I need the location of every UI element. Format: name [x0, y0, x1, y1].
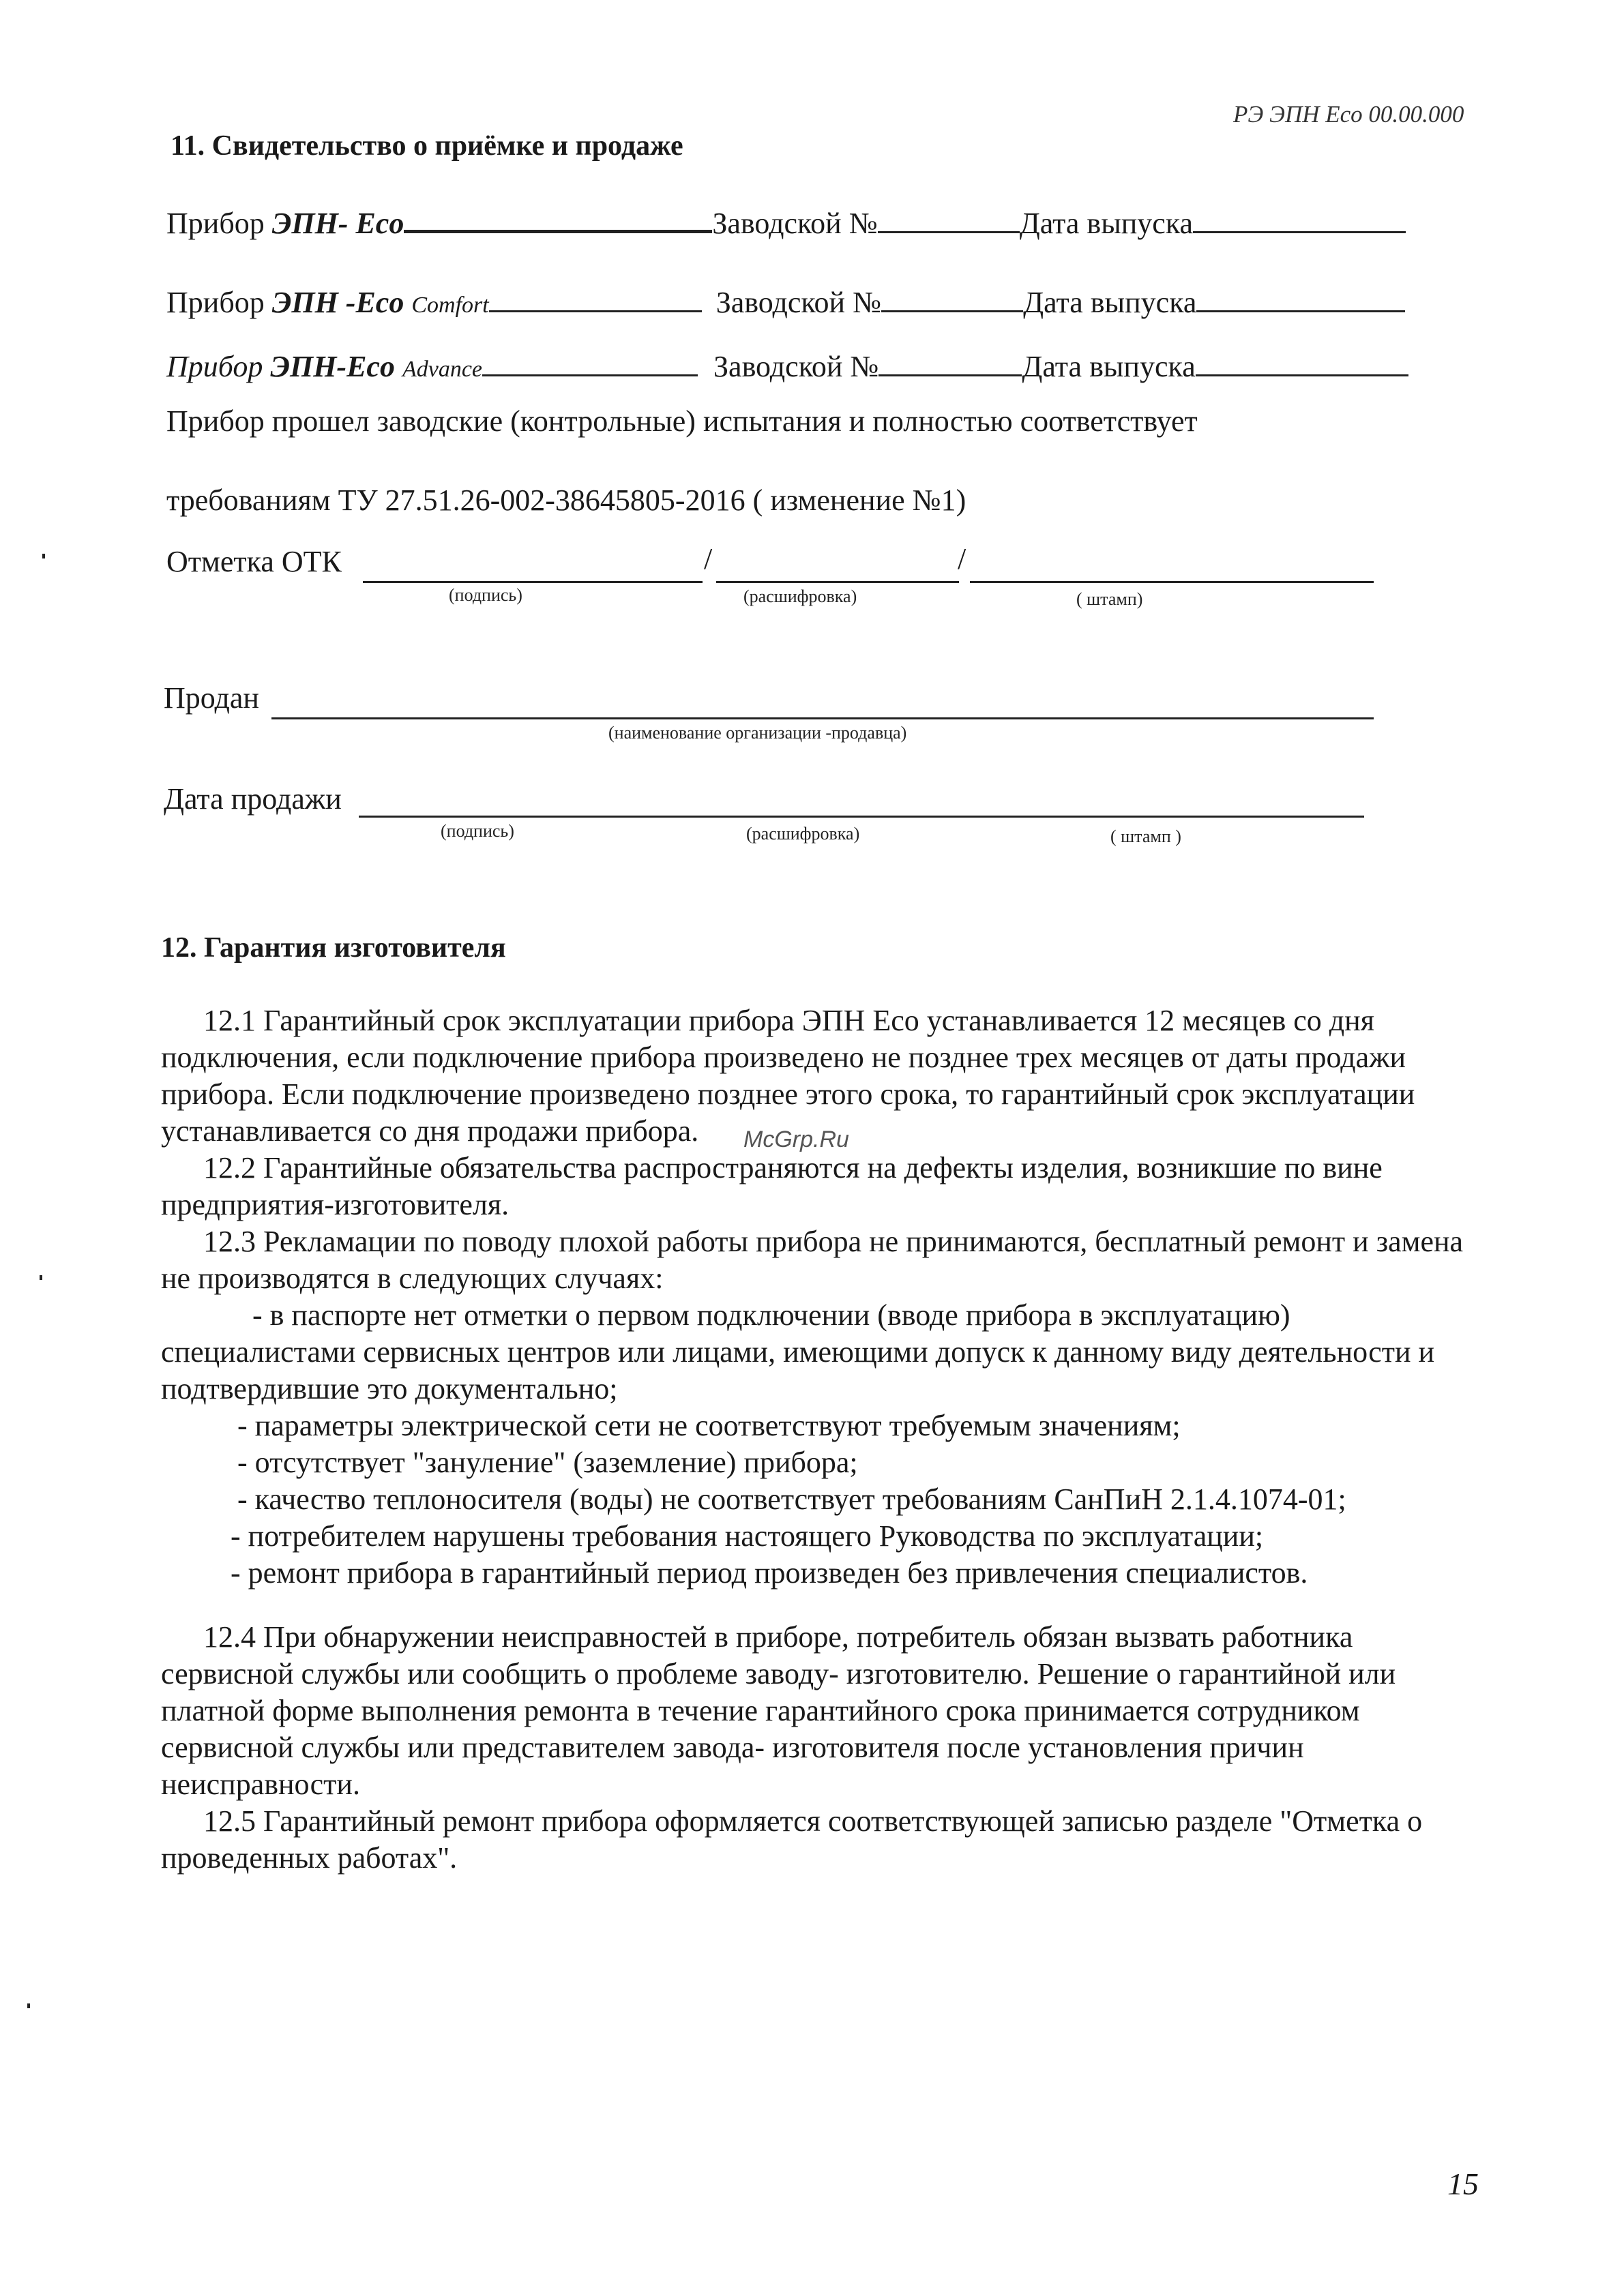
otk-signature-line: [363, 581, 703, 583]
warranty-paragraph-12-1: 12.1 Гарантийный срок эксплуатации прибора ЭПН Eco устанавливается 12 месяцев со дня подключения, если подключение прибора произведено не позднее трех месяцев от даты продажи прибора. Если подключение произведено позднее этого срока, то гарантийный срок эксплуатации устанавливается со дня продажи прибора.: [161, 1004, 1415, 1148]
sale-caption-signature: (подпись): [441, 821, 514, 841]
warranty-bullet-5: - потребителем нарушены требования настоящего Руководства по эксплуатации;: [231, 1519, 1264, 1553]
otk-label: Отметка ОТК: [166, 545, 342, 578]
otk-caption-stamp: ( штамп): [1076, 589, 1143, 609]
release-date-label: Дата выпуска: [1022, 350, 1196, 383]
device-row-advance: [166, 349, 1408, 384]
device-model: ЭПН -Eco: [271, 286, 404, 319]
device-row-eco: [166, 206, 1406, 241]
release-date-blank: [1193, 208, 1406, 233]
release-date-blank: [1196, 287, 1405, 312]
device-prefix: Прибор: [166, 286, 265, 319]
device-prefix: Прибор: [166, 207, 265, 240]
model-blank: [482, 351, 698, 376]
sale-caption-decoding: (расшифровка): [746, 824, 860, 844]
otk-decoding-line: [716, 581, 959, 583]
device-variant: Comfort: [411, 293, 489, 318]
release-date-label: Дата выпуска: [1023, 286, 1197, 319]
serial-label: Заводской №: [713, 350, 879, 383]
paragraph-gap: [161, 1592, 1484, 1619]
otk-caption-decoding: (расшифровка): [743, 586, 857, 606]
warranty-bullet-1: - в паспорте нет отметки о первом подключении (вводе прибора в эксплуатацию): [252, 1298, 1290, 1332]
seller-line: [271, 717, 1374, 719]
warranty-paragraph-12-2: 12.2 Гарантийные обязательства распространяются на дефекты изделия, возникшие по вине предприятия-изготовителя.: [161, 1151, 1383, 1221]
warranty-bullet-3: - отсутствует "зануление" (заземление) прибора;: [237, 1446, 858, 1479]
sale-date-label: Дата продажи: [164, 782, 342, 816]
passed-tests-text: Прибор прошел заводские (контрольные) испытания и полностью соответствует: [166, 404, 1198, 438]
warranty-bullet-1-continued: специалистами сервисных центров или лицами, имеющими допуск к данному виду деятельности и подтвердившие это документально;: [161, 1335, 1435, 1405]
warranty-paragraph-12-5: 12.5 Гарантийный ремонт прибора оформляется соответствующей записью разделе "Отметка о проведенных работах".: [161, 1804, 1423, 1875]
warranty-bullet-2: - параметры электрической сети не соответствуют требуемым значениям;: [237, 1409, 1181, 1442]
warranty-bullet-6: - ремонт прибора в гарантийный период произведен без привлечения специалистов.: [231, 1556, 1308, 1590]
otk-stamp-line: [970, 581, 1374, 583]
model-blank: [404, 207, 712, 233]
document-code: РЭ ЭПН Eco 00.00.000: [1233, 101, 1464, 128]
release-date-label: Дата выпуска: [1019, 207, 1194, 240]
device-model: ЭПН-Eco: [270, 350, 395, 383]
device-model: ЭПН- Eco: [271, 207, 404, 240]
warranty-bullet-4: - качество теплоносителя (воды) не соответствует требованиям СанПиН 2.1.4.1074-01;: [237, 1482, 1346, 1516]
model-blank: [489, 287, 702, 312]
sold-label: Продан: [164, 681, 259, 715]
serial-blank: [878, 208, 1020, 233]
serial-label: Заводской №: [715, 286, 882, 319]
sale-caption-stamp: ( штамп ): [1110, 826, 1181, 846]
sale-date-line: [359, 816, 1364, 818]
watermark: McGrp.Ru: [743, 1127, 849, 1152]
requirements-text: требованиям ТУ 27.51.26-002-38645805-2016 ( изменение №1): [166, 483, 966, 517]
section-11-title: 11. Свидетельство о приёмке и продаже: [171, 130, 683, 162]
separator-slash: /: [958, 542, 966, 576]
scan-dot: [40, 1275, 42, 1280]
page-number: 15: [1447, 2166, 1479, 2201]
warranty-paragraph-12-3: 12.3 Рекламации по поводу плохой работы прибора не принимаются, бесплатный ремонт и замена не производятся в следующих случаях:: [161, 1225, 1464, 1295]
scan-dot: [42, 554, 45, 558]
release-date-blank: [1196, 351, 1408, 376]
serial-blank: [879, 351, 1022, 376]
warranty-paragraph-12-4: 12.4 При обнаружении неисправностей в приборе, потребитель обязан вызвать работника сервисной службы или сообщить о проблеме заводу- изготовителю. Решение о гарантийной или платной форме выполнения ремонта в течение гарантийного срока принимается сотрудником сервисной службы или представителем завода- изготовителя после установления причин неисправности.: [161, 1620, 1396, 1801]
device-variant: Advance: [402, 357, 482, 382]
separator-slash: /: [704, 542, 713, 576]
section-12-title: 12. Гарантия изготовителя: [161, 932, 506, 964]
scan-dot: [27, 2003, 30, 2008]
otk-caption-signature: (подпись): [449, 585, 522, 605]
serial-blank: [881, 287, 1023, 312]
device-row-comfort: [166, 285, 1405, 320]
device-prefix: Прибор: [166, 350, 263, 383]
seller-caption: (наименование организации -продавца): [608, 723, 907, 743]
serial-label: Заводской №: [712, 207, 878, 240]
